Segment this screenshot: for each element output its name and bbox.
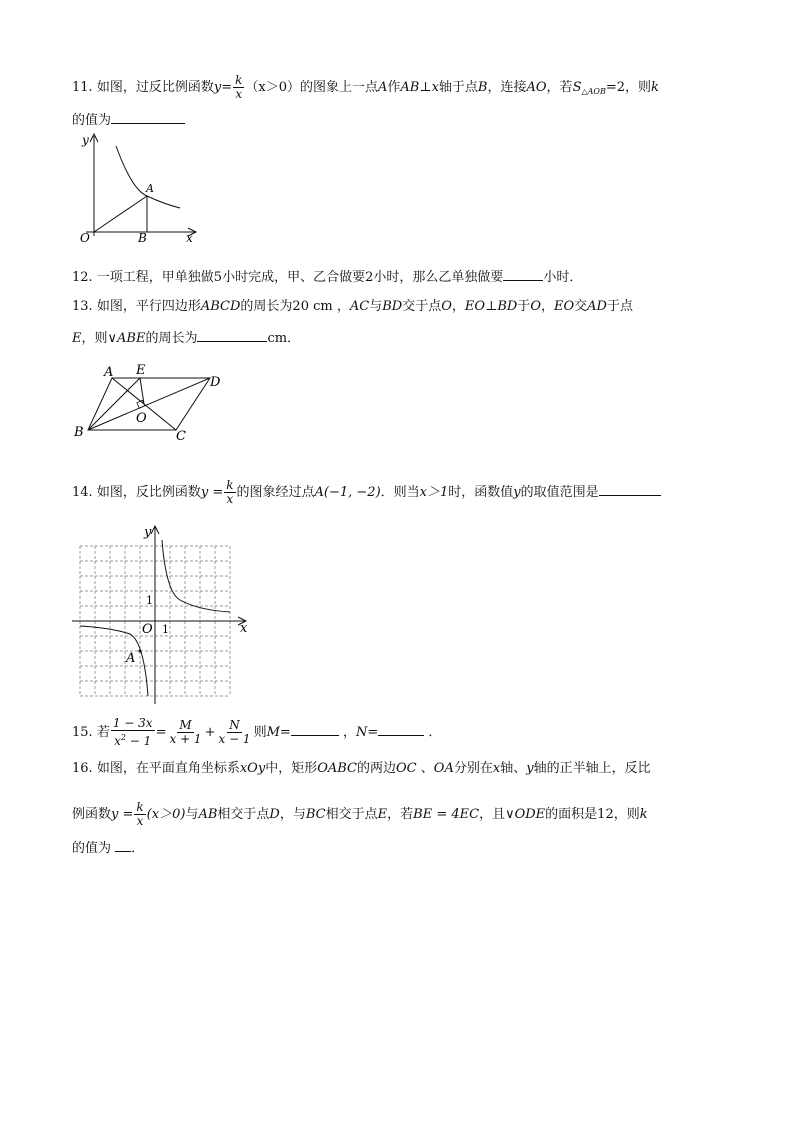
q11-line2: 的值为 [72, 110, 185, 130]
q14-fig-label-o: O [142, 622, 153, 637]
q13-line1: 13. 如图，平行四边形ABCD的周长为20 cm ，AC与BD交于点O，EO⊥BD于O，EO交AD于点 [72, 299, 633, 314]
q13-line2: E，则∨ABE的周长为 cm． [72, 328, 300, 348]
q13-fig-label-d: D [210, 375, 221, 390]
q11-figure [72, 128, 202, 248]
q15-fraction-2: $\frac{M}{x + 1}$ [169, 718, 202, 746]
q15-answer-blank-m[interactable] [291, 722, 339, 736]
q12-answer-blank[interactable] [503, 267, 543, 281]
q13-fig-label-c: C [176, 429, 186, 444]
q14-fig-label-1-y: 1 [146, 594, 153, 607]
q13-fig-label-a: A [104, 365, 114, 380]
q16-fraction: $\frac{k}{x}$ [136, 800, 144, 828]
q13-figure [72, 360, 232, 446]
q11-fig-label-o: O [80, 231, 90, 245]
q15-fraction-3: $\frac{N}{x - 1}$ [218, 718, 251, 746]
q14-fig-label-x: x [240, 621, 248, 636]
q13-fig-label-b: B [74, 425, 84, 440]
q11-fig-label-b: B [138, 231, 147, 245]
q14-fig-label-y: y [144, 525, 152, 540]
q11-fig-label-y: y [82, 133, 89, 147]
q11-answer-blank[interactable] [111, 110, 185, 124]
q14-fig-label-a: A [126, 651, 136, 666]
q11-fig-label-a: A [146, 182, 154, 195]
q13-answer-blank[interactable] [197, 328, 267, 342]
q16-line2: 例函数y = $\frac{k}{x}$ (x＞0)与AB相交于点D，与BC相交于点E，若BE = 4EC，且∨ODE的面积是12，则k [72, 800, 648, 828]
q13-fig-label-o: O [136, 411, 147, 426]
q16-answer-blank[interactable] [115, 838, 131, 852]
q11-fraction: $\frac{k}{x}$ [235, 73, 243, 101]
q11-line1: 11. 如图，过反比例函数y= $\frac{k}{x}$ （x＞0）的图象上一点A作AB⊥x轴于点B，连接AO，若$S_{\triangle AOB}=2$，则k [72, 73, 659, 101]
q12-line: 12. 一项工程，甲单独做5小时完成，甲、乙合做要2小时，那么乙单独做要 小时． [72, 267, 582, 287]
q15-answer-blank-n[interactable] [378, 722, 424, 736]
q16-line3: 的值为 ． [72, 838, 144, 858]
q14-figure [70, 520, 254, 704]
q14-answer-blank[interactable] [599, 482, 661, 496]
q15-line: 15. 若 $\frac{1 - 3x}{x^2 - 1}$ = $\frac{M}{x + 1}$ + $\frac{N}{x - 1}$ 则M= ，N= ． [72, 716, 442, 748]
q13-fig-label-e: E [136, 363, 146, 378]
q14-fraction: $\frac{k}{x}$ [226, 478, 234, 506]
q16-line1: 16. 如图，在平面直角坐标系xOy中，矩形OABC的两边OC 、OA分别在x轴、y轴的正半轴上，反比 [72, 761, 651, 776]
q11-fig-label-x: x [186, 231, 193, 245]
q14-fig-label-1-x: 1 [162, 623, 169, 636]
q15-fraction-1: $\frac{1 - 3x}{x^2 - 1}$ [112, 716, 153, 748]
q14-line: 14. 如图，反比例函数y = $\frac{k}{x}$ 的图象经过点A(−1, −2)．则当x＞1时，函数值y的取值范围是 [72, 479, 661, 506]
